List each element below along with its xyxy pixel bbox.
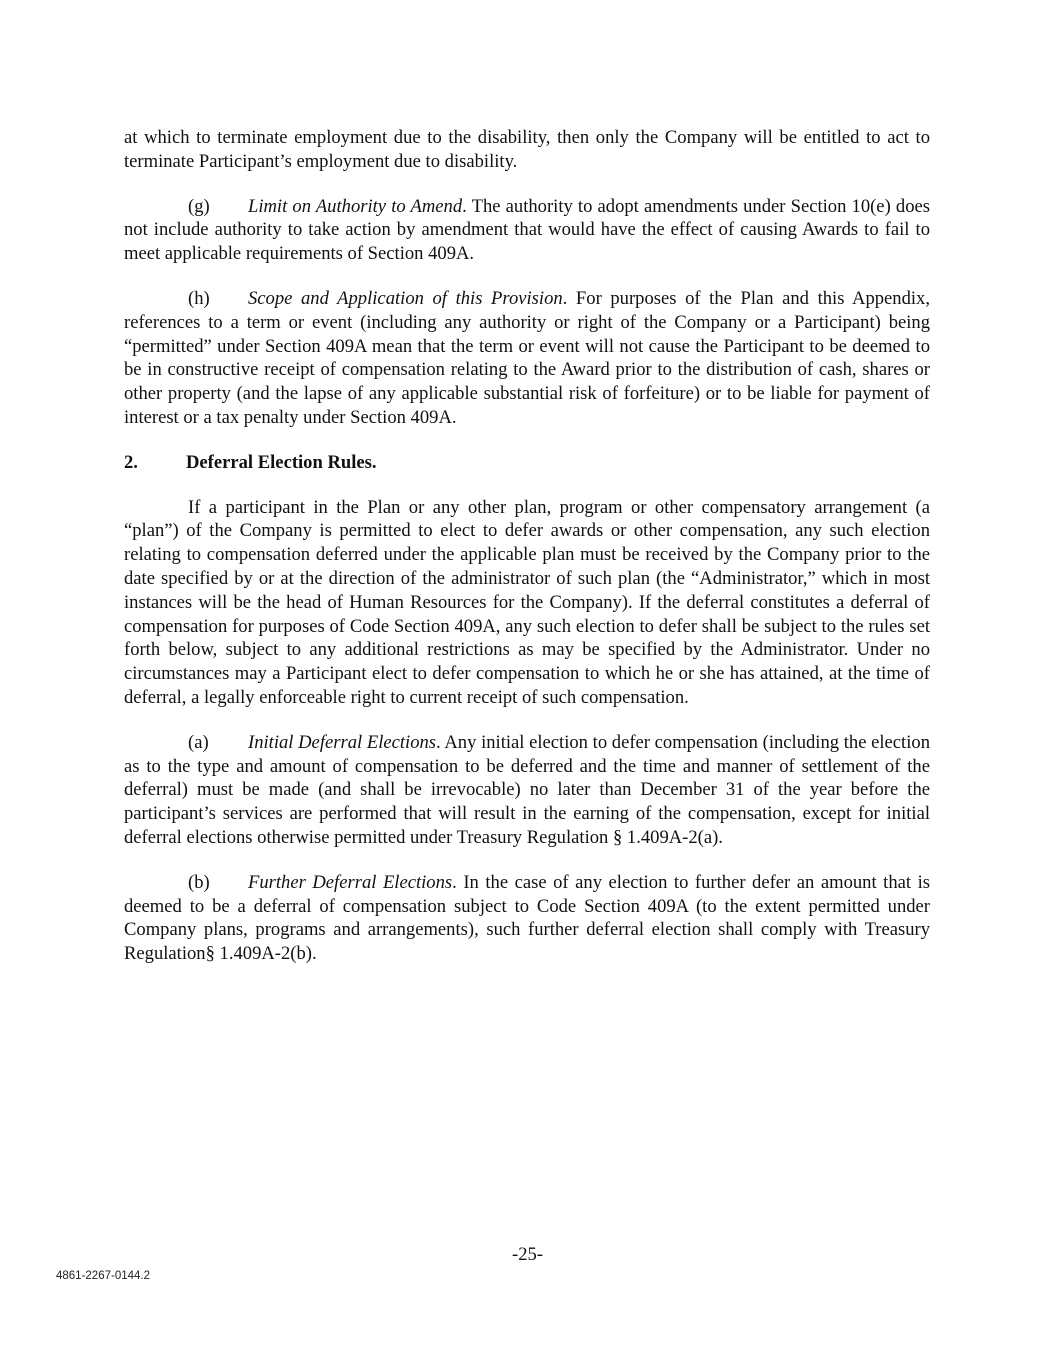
section-b-paragraph: (b) Further Deferral Elections. In the case of any election to further defer an amount that is deemed to be a deferral of compensation subject to Code Section 409A (to the extent permitted under Company plans, programs and arrangements), such further deferral election shall comply with Treasury Regulation§ 1.409A-2(b).: [124, 871, 930, 965]
section-h-body: For purposes of the Plan and this Appendix, references to a term or event (including any authority or right of the Company or a Participant) being “permitted” under Section 409A mean that the term or event will not cause the Participant to be deemed to be in constructive receipt of compensation relating to the Award prior to the distribution of cash, shares or other property (and the lapse of any applicable substantial risk of forfeiture) or to be liable for payment of interest or a tax penalty under Section 409A.: [124, 287, 930, 428]
continuation-paragraph: at which to terminate employment due to the disability, then only the Company will be entitled to act to terminate Participant’s employment due to disability.: [124, 127, 930, 172]
document-id: 4861-2267-0144.2: [56, 1270, 150, 1282]
section-g-label: (g): [188, 195, 210, 217]
section-b-body: In the case of any election to further defer an amount that is deemed to be a deferral of compensation subject to Code Section 409A (to the extent permitted under Company plans, programs and arrangements), such further deferral election shall comply with Treasury Regulation§ 1.409A-2(b).: [124, 871, 930, 965]
section-b-title: Further Deferral Elections: [248, 871, 453, 893]
section-2-number: 2.: [124, 451, 138, 473]
section-g-title: Limit on Authority to Amend: [248, 195, 463, 217]
section-2-heading: [124, 451, 930, 475]
section-2-title: Deferral Election Rules.: [186, 451, 377, 473]
section-h-paragraph: (h) Scope and Application of this Provision. For purposes of the Plan and this Appendix, references to a term or event (including any authority or right of the Company or a Participant) being “permitted” under Section 409A mean that the term or event will not cause the Participant to be deemed to be in constructive receipt of compensation relating to the Award prior to the distribution of cash, shares or other property (and the lapse of any applicable substantial risk of forfeiture) or to be liable for payment of interest or a tax penalty under Section 409A.: [124, 287, 930, 428]
section-b-label: (b): [188, 871, 210, 893]
section-g-paragraph: (g) Limit on Authority to Amend. The authority to adopt amendments under Section 10(e) does not include authority to take action by amendment that would have the effect of causing Awards to fail to meet applicable requirements of Section 409A.: [124, 195, 930, 265]
section-h-label: (h): [188, 287, 210, 309]
section-a-title: Initial Deferral Elections: [248, 731, 437, 753]
section-h-title: Scope and Application of this Provision: [248, 287, 563, 309]
section-g-body: The authority to adopt amendments under Section 10(e) does not include authority to take action by amendment that would have the effect of causing Awards to fail to meet applicable requirements of Section 409A.: [124, 195, 930, 265]
section-2-intro-paragraph: If a participant in the Plan or any other plan, program or other compensatory arrangement (a “plan”) of the Company is permitted to elect to defer awards or other compensation, any such election relating to compensation deferred under the applicable plan must be received by the Company prior to the date specified by or at the direction of the administrator of such plan (the “Administrator,” which in most instances will be the head of Human Resources for the Company). If the deferral constitutes a deferral of compensation for purposes of Code Section 409A, any such election to defer shall be subject to the rules set forth below, subject to any additional restrictions as may be specified by the Administrator. Under no circumstances may a Participant elect to defer compensation to which he or she has attained, at the time of deferral, a legally enforceable right to current receipt of such compensation.: [124, 496, 930, 708]
section-a-paragraph: (a) Initial Deferral Elections. Any initial election to defer compensation (including the election as to the type and amount of compensation to be deferred and the time and manner of settlement of the deferral) must be made (and shall be irrevocable) no later than December 31 of the year before the participant’s services are performed that will result in the earning of the compensation, except for initial deferral elections otherwise permitted under Treasury Regulation § 1.409A-2(a).: [124, 731, 930, 848]
section-a-body: Any initial election to defer compensation (including the election as to the type and amount of compensation to be deferred and the time and manner of settlement of the deferral) must be made (and shall be irrevocable) no later than December 31 of the year before the participant’s services are performed that will result in the earning of the compensation, except for initial deferral elections otherwise permitted under Treasury Regulation § 1.409A-2(a).: [124, 731, 930, 848]
page-number: -25-: [512, 1244, 543, 1265]
document-page: [124, 126, 930, 966]
section-a-label: (a): [188, 731, 209, 753]
